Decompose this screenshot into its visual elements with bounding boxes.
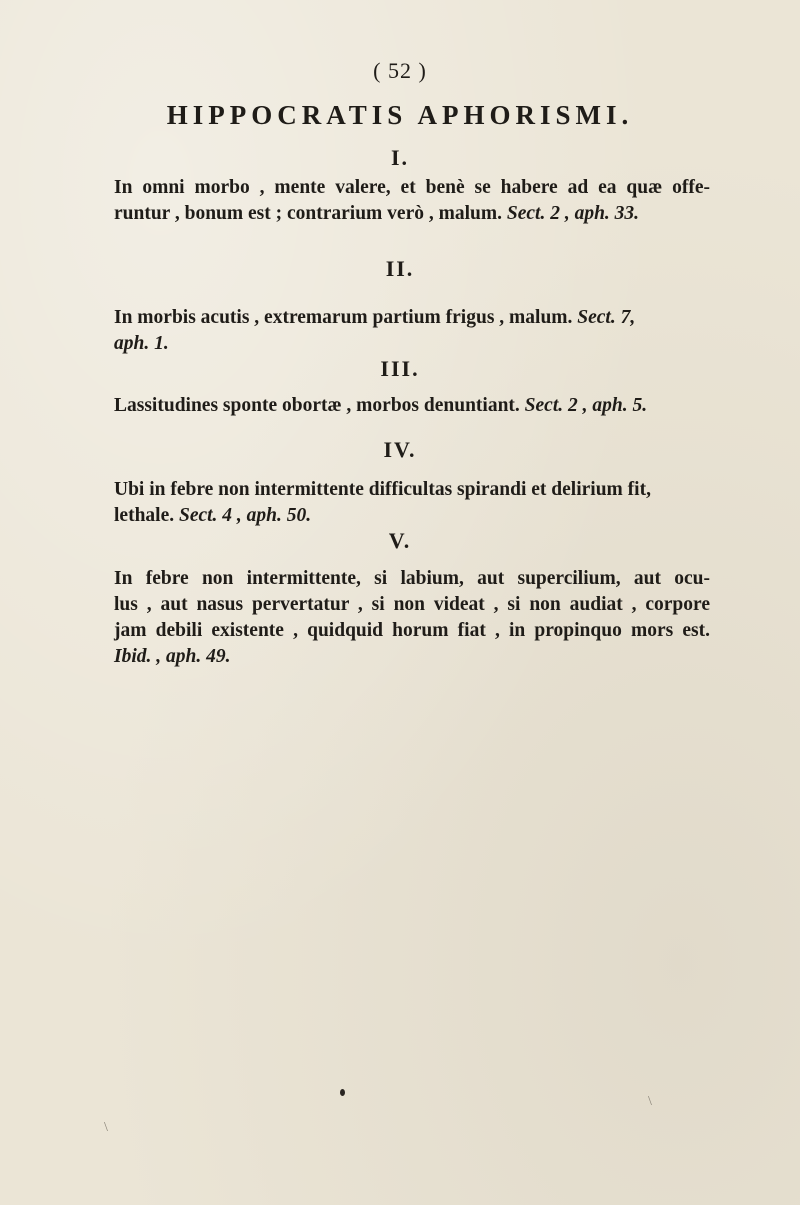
aphorism-1-reference: Sect. 2 , aph. 33.	[506, 203, 640, 224]
aphorism-numeral-4: IV.	[383, 437, 417, 462]
aphorism-4-line-2	[114, 503, 710, 529]
aphorism-4-line-2-text: lethale.	[114, 505, 175, 526]
aphorism-text-3	[114, 393, 710, 419]
aphorism-1-line-2	[114, 201, 710, 227]
aphorism-numeral-1: I.	[390, 145, 410, 170]
aphorism-2-reference-part-2: aph. 1.	[114, 333, 169, 354]
aphorism-3-line-1-text: Lassitudines sponte obortæ , morbos denuntiant.	[114, 395, 520, 416]
aphorism-text-5	[114, 566, 710, 670]
aphorism-5-line-1: In febre non intermittente, si labium, aut supercilium, aut ocu-	[114, 568, 710, 589]
aphorism-5-reference: Ibid. , aph. 49.	[114, 646, 231, 667]
ink-speck	[340, 1089, 345, 1096]
aphorism-2-line-1-text: In morbis acutis , extremarum partium frigus , malum.	[114, 307, 573, 328]
page-number: ( 52 )	[373, 58, 427, 83]
aphorism-text-2	[114, 305, 710, 357]
aphorism-text-1	[114, 175, 710, 227]
aphorism-numeral-3: III.	[380, 356, 420, 381]
aphorism-4-reference: Sect. 4 , aph. 50.	[178, 505, 312, 526]
paper-mark: \	[648, 1094, 652, 1109]
aphorism-1-line-1: In omni morbo , mente valere, et benè se habere ad ea quæ offe-	[114, 177, 710, 198]
aphorism-2-reference-part-1: Sect. 7,	[577, 307, 636, 328]
aphorism-numeral-5: V.	[388, 528, 412, 553]
aphorism-numeral-2: II.	[385, 256, 415, 281]
aphorism-3-line-1	[114, 393, 710, 419]
page-title: HIPPOCRATIS APHORISMI.	[166, 100, 634, 130]
aphorism-4-line-1: Ubi in febre non intermittente difficultas spirandi et delirium fit,	[114, 479, 651, 500]
aphorism-3-reference: Sect. 2 , aph. 5.	[524, 395, 648, 416]
aphorism-1-line-2-text: runtur , bonum est ; contrarium verò , malum.	[114, 203, 502, 224]
aphorism-5-line-2: lus , aut nasus pervertatur , si non videat , si non audiat , corpore	[114, 594, 710, 615]
aphorism-text-4	[114, 477, 710, 529]
paper-mark: \	[104, 1120, 108, 1135]
aphorism-2-line-1	[114, 305, 710, 331]
aphorism-5-line-3: jam debili existente , quidquid horum fiat , in propinquo mors est.	[114, 620, 710, 641]
